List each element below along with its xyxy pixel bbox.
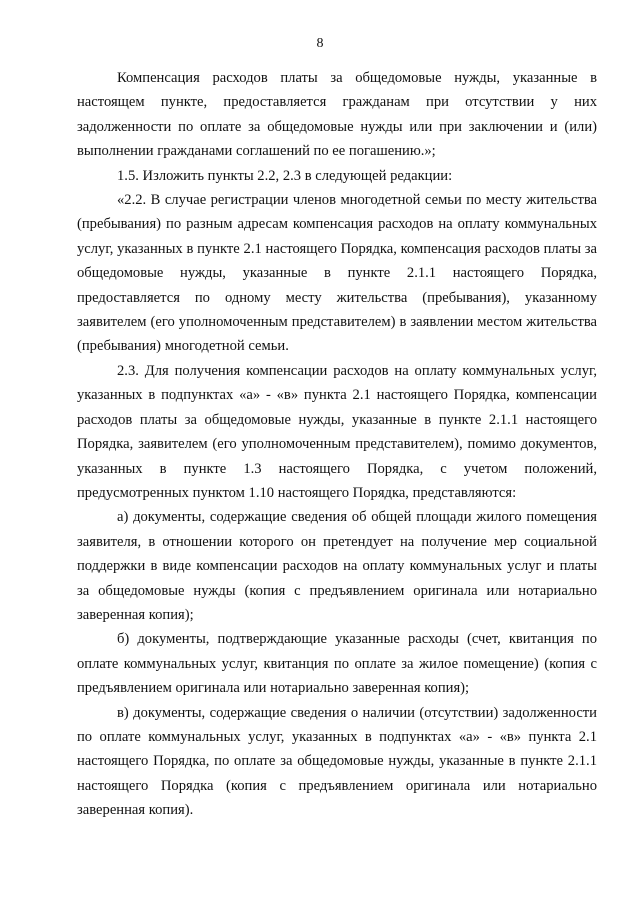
paragraph-item-v: в) документы, содержащие сведения о наличии (отсутствии) задолженности по оплате коммунальных услуг, указанных в подпунктах «а» - «в» пункта 2.1 настоящего Порядка, по оплате за общедомовые нужды, указанные в пункте 2.1.1 настоящего Порядка (копия с предъявлением оригинала или нотариально заверенная копия). (77, 704, 597, 819)
paragraph-compensation-conditions: Компенсация расходов платы за общедомовые нужды, указанные в настоящем пункте, предоставляется гражданам при отсутствии у них задолженности по оплате за общедомовые нужды или при заключении и (или) выполнении гражданами соглашений по ее погашению.»; (77, 70, 597, 160)
paragraph-item-b: б) документы, подтверждающие указанные расходы (счет, квитанция по оплате коммунальных услуг, квитанция по оплате за жилое помещение) (копия с предъявлением оригинала или нотариально заверенная копия); (77, 631, 597, 697)
page-number: 8 (316, 36, 324, 51)
paragraph-clause-2-2: «2.2. В случае регистрации членов многодетной семьи по месту жительства (пребывания) по разным адресам компенсация расходов на оплату коммунальных услуг, указанных в пункте 2.1 настоящего Порядка, компенсация расходов платы за общедомовые нужды, указанные в пункте 2.1.1 настоящего Порядка, предоставляется по одному месту жительства (пребывания), указанному заявителем (его уполномоченным представителем) в заявлении местом жительства (пребывания) многодетной семьи. (77, 192, 597, 355)
paragraph-clause-2-3: 2.3. Для получения компенсации расходов на оплату коммунальных услуг, указанных в подпунктах «а» - «в» пункта 2.1 настоящего Порядка, компенсации расходов платы за общедомовые нужды, указанные в пункте 2.1.1 настоящего Порядка, заявителем (его уполномоченным представителем), помимо документов, указанных в пункте 1.3 настоящего Порядка, с учетом положений, предусмотренных пунктом 1.10 настоящего Порядка, представляются: (77, 362, 597, 501)
paragraph-amendment-1-5: 1.5. Изложить пункты 2.2, 2.3 в следующей редакции: (117, 167, 453, 184)
paragraph-item-a: а) документы, содержащие сведения об общей площади жилого помещения заявителя, в отношении которого он претендует на получение мер социальной поддержки в виде компенсации расходов на оплату коммунальных услуг и платы за общедомовые нужды (копия с предъявлением оригинала или нотариально заверенная копия); (77, 509, 597, 623)
document-body (77, 66, 597, 823)
